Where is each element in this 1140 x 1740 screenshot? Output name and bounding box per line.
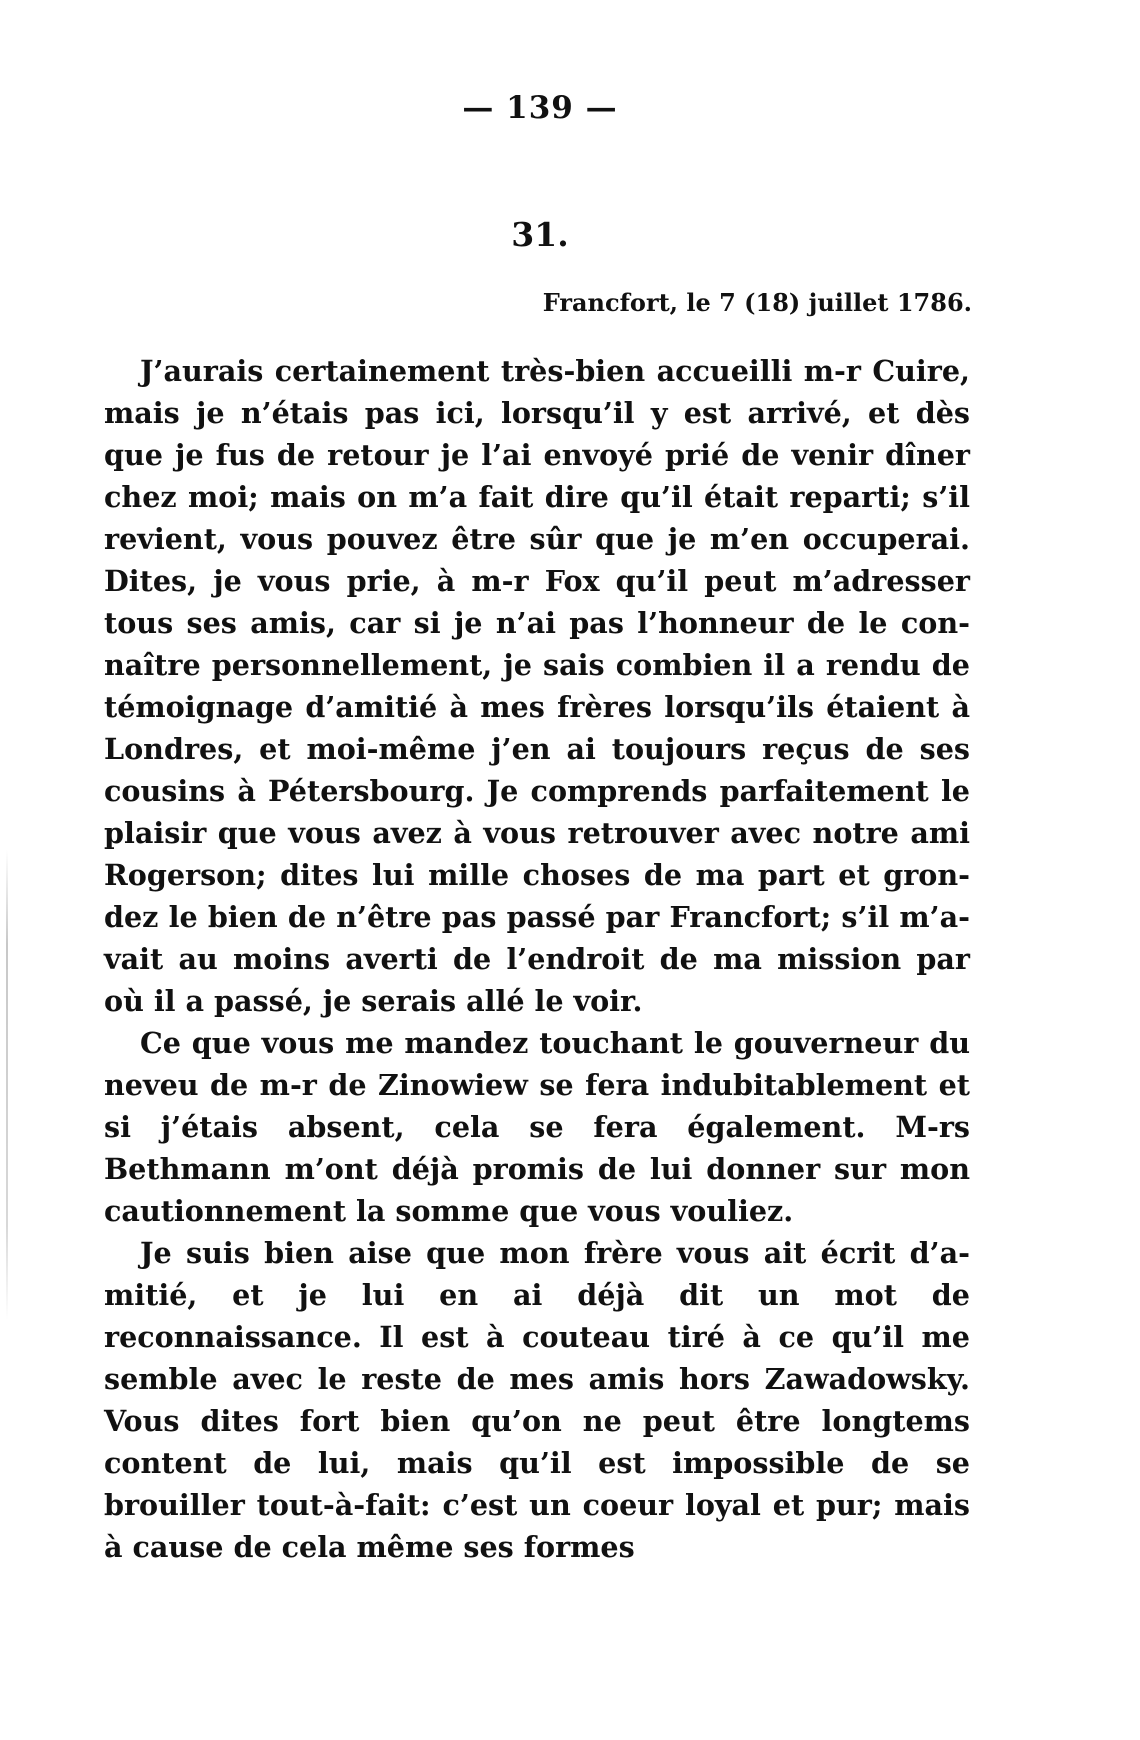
paragraph-1: J’aurais certainement très-bien accueilli m-r Cuire, mais je n’étais pas ici, lorsqu’il y est arrivé, et dès que je fus de retour je l’ai envoyé prié de venir dîner chez moi; mais on m’a fait dire qu’il était reparti; s’il revient, vous pouvez être sûr que je m’en occuperai. Dites, je vous prie, à m-r Fox qu’il peut m’adresser tous ses amis, car si je n’ai pas l’honneur de le connaître personnellement, je sais combien il a rendu de témoignage d’amitié à mes frères lorsqu’ils étaient à Londres, et moi-même j’en ai toujours reçus de ses cousins à Pétersbourg. Je comprends parfaitement le plaisir que vous avez à vous retrouver avec notre ami Rogerson; dites lui mille choses de ma part et grondez le bien de n’être pas passé par Francfort; s’il m’avait au moins averti de l’endroit de ma mission par où il a passé, je serais allé le voir.: [104, 354, 970, 1018]
page-number: — 139 —: [462, 90, 618, 126]
letter-body: [104, 350, 970, 1568]
paragraph-2: Ce que vous me mandez touchant le gouverneur du neveu de m-r de Zinowiew se fera indubitablement et si j’étais absent, cela se fera également. M-rs Bethmann m’ont déjà promis de lui donner sur mon cautionnement la somme que vous vouliez.: [104, 1026, 970, 1228]
scan-edge-shadow: [6, 850, 8, 1320]
letter-dateline: Francfort, le 7 (18) juillet 1786.: [542, 288, 972, 317]
paragraph-3: Je suis bien aise que mon frère vous ait écrit d’amitié, et je lui en ai déjà dit un mot de reconnaissance. Il est à couteau tiré à ce qu’il me semble avec le reste de mes amis hors Zawadowsky. Vous dites fort bien qu’on ne peut être longtems content de lui, mais qu’il est impossible de se brouiller tout-à-fait: c’est un coeur loyal et pur; mais à cause de cela même ses formes: [104, 1236, 970, 1564]
letter-number: 31.: [511, 215, 569, 254]
